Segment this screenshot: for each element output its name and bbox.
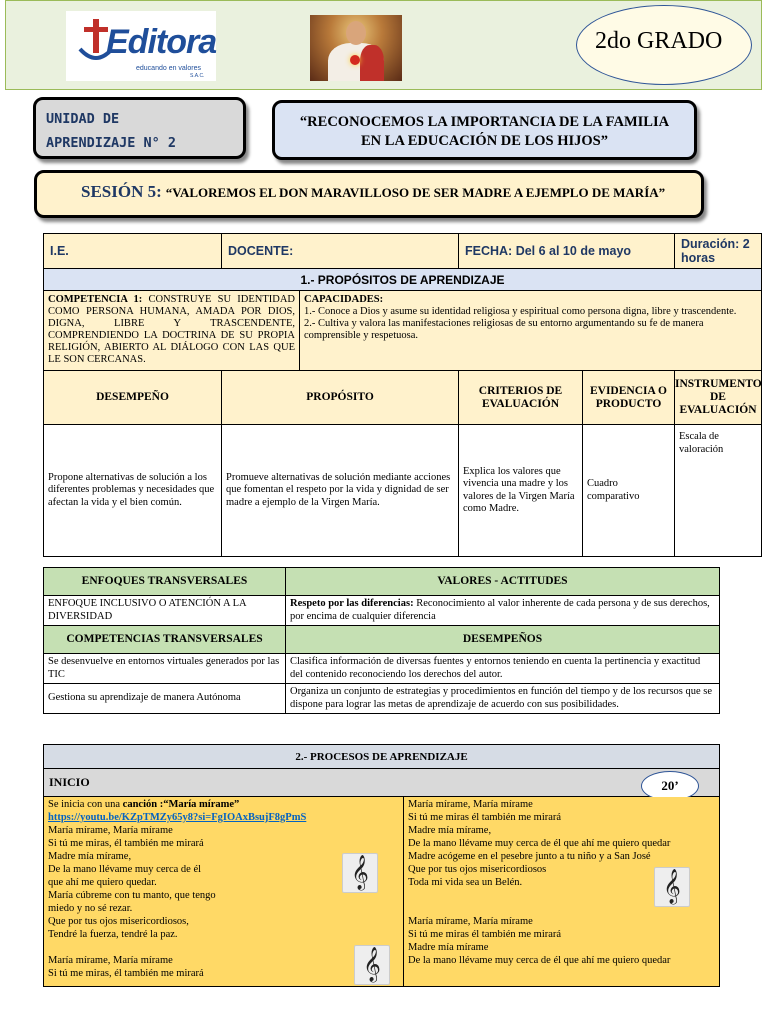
lyric-line: De la mano llévame muy cerca de él que ahí me quiero quedar	[408, 955, 671, 966]
col-desempeno: DESEMPEÑO	[44, 371, 222, 425]
lyric-line: Si tú me miras, él también me mirará	[48, 838, 204, 849]
lyric-line: Si tú me miras él también me mirará	[408, 812, 562, 823]
enfoques-heading: ENFOQUES TRANSVERSALES	[44, 568, 286, 596]
lyric-line: María mírame, María mírame	[48, 825, 173, 836]
lyric-line: que ahí me quiero quedar.	[48, 877, 157, 888]
desempeno-t2: Organiza un conjunto de estrategias y procedimientos en función del tiempo y de los recursos que se dispone para lograr las metas de aprendizaje de acuerdo con sus posibilidades.	[286, 684, 720, 714]
enfoque-cell: ENFOQUE INCLUSIVO O ATENCIÓN A LA DIVERSIDAD	[44, 596, 286, 626]
session-title: “VALOREMOS EL DON MARAVILLOSO DE SER MADRE A EJEMPLO DE MARÍA”	[165, 185, 666, 200]
lyric-line: María mírame, María mírame	[408, 799, 533, 810]
lyric-line: Madre mía mírame,	[48, 851, 132, 862]
desempeno-cell: Propone alternativas de solución a los diferentes problemas y necesidades que afectan la vida y el bien común.	[44, 425, 222, 557]
competencia-cell	[44, 291, 300, 371]
unidad-box	[33, 97, 246, 159]
fecha-cell: FECHA: Del 6 al 10 de mayo	[459, 234, 675, 269]
transversales-table	[43, 567, 720, 714]
valor-bold: Respeto por las diferencias:	[290, 598, 414, 609]
duracion-cell: Duración: 2 horas	[675, 234, 762, 269]
lyric-line: Madre acógeme en el pesebre junto a tu niño y a San José	[408, 851, 651, 862]
col-proposito: PROPÓSITO	[222, 371, 459, 425]
capacidades-cell	[300, 291, 762, 371]
capacidad-2: 2.- Cultiva y valora las manifestaciones religiosas de su entorno argumentando su fe de manera comprensible y respetuosa.	[304, 318, 704, 341]
lyric-line: Toda mi vida sea un Belén.	[408, 877, 523, 888]
evidencia-cell: Cuadro comparativo	[583, 425, 675, 557]
lyric-line	[48, 941, 399, 954]
docente-cell: DOCENTE:	[222, 234, 459, 269]
col-evidencia: EVIDENCIA O PRODUCTO	[583, 371, 675, 425]
ie-cell: I.E.	[44, 234, 222, 269]
desempeno-t1: Clasifica información de diversas fuentes y entornos teniendo en cuenta la pertinencia y exactitud del contenido reconociendo los derechos del autor.	[286, 654, 720, 684]
music-note-icon: 𝄞	[342, 853, 378, 893]
logo-tagline: educando en valores	[136, 65, 201, 72]
lyric-line: Madre mía mírame	[408, 942, 489, 953]
criterios-cell: Explica los valores que vivencia una madre y los valores de la Virgen María como Madre.	[459, 425, 583, 557]
competencias-t-heading: COMPETENCIAS TRANSVERSALES	[44, 626, 286, 654]
page-header	[5, 0, 762, 90]
intro-song: canción :“María mírame”	[122, 799, 240, 810]
lyric-line: Madre mía mírame,	[408, 825, 492, 836]
lyric-line: Si tú me miras, él también me mirará	[48, 968, 204, 979]
editora-logo	[66, 11, 216, 81]
lyric-line: Tendré la fuerza, tendré la paz.	[48, 929, 178, 940]
lyric-line: María mírame, María mírame	[408, 916, 533, 927]
sacred-heart-image	[310, 15, 402, 81]
intro-text: Se inicia con una	[48, 799, 123, 810]
grade-label: 2do GRADO	[595, 28, 723, 54]
competencia-text: CONSTRUYE SU IDENTIDAD COMO PERSONA HUMANA, AMADA POR DIOS, DIGNA, LIBRE Y TRASCENDENTE, COMPRENDIENDO LA DOCTRINA DE SU PROPIA RELIGIÓN, ABIERTO AL DIÁLOGO CON LAS QUE LE SON CERCANAS.	[48, 294, 295, 365]
logo-sac: S.A.C.	[190, 73, 205, 79]
unidad-line2: APRENDIZAJE N° 2	[46, 135, 177, 151]
capacidad-1: 1.- Conoce a Dios y asume su identidad religiosa y espiritual como persona digna, libre y trascendente.	[304, 306, 737, 317]
unit-title-line1: “RECONOCEMOS LA IMPORTANCIA DE LA FAMILIA	[299, 114, 670, 130]
unidad-line1: UNIDAD DE	[46, 111, 120, 127]
session-label: SESIÓN 5:	[81, 182, 162, 201]
valores-heading: VALORES - ACTITUDES	[286, 568, 720, 596]
valor-text: Reconocimiento al valor inherente de cada persona y de sus derechos, por encima de cualquier diferencia	[290, 598, 710, 622]
session-box	[34, 170, 704, 218]
capacidades-label: CAPACIDADES:	[304, 294, 384, 305]
grade-oval	[576, 5, 752, 85]
left-lyrics	[48, 824, 399, 980]
instrumento-cell: Escala de valoración	[675, 425, 762, 557]
propositos-table	[43, 233, 762, 557]
lyric-line: María cúbreme con tu manto, que tengo	[48, 890, 216, 901]
lyrics-right	[404, 797, 720, 987]
lyric-line: miedo y no sé rezar.	[48, 903, 133, 914]
lyric-line: María mírame, María mírame	[48, 955, 173, 966]
lyric-line: De la mano llévame muy cerca de él	[48, 864, 202, 875]
procesos-heading: 2.- PROCESOS DE APRENDIZAJE	[44, 745, 720, 769]
music-note-icon: 𝄞	[654, 867, 690, 907]
logo-brand: Editora	[106, 23, 217, 61]
music-note-icon: 𝄞	[354, 945, 390, 985]
inicio-row	[44, 769, 720, 797]
competencia-t1: Se desenvuelve en entornos virtuales generados por las TIC	[44, 654, 286, 684]
unit-title-box	[272, 100, 697, 160]
col-criterios: CRITERIOS DE EVALUACIÓN	[459, 371, 583, 425]
lyrics-left	[44, 797, 404, 987]
desempenos-heading: DESEMPEÑOS	[286, 626, 720, 654]
propositos-heading: 1.- PROPÓSITOS DE APRENDIZAJE	[44, 269, 762, 291]
lyric-line: Que por tus ojos misericordiosos,	[48, 916, 189, 927]
lyric-line: Que por tus ojos misericordiosos	[408, 864, 547, 875]
valor-cell	[286, 596, 720, 626]
lyric-line: De la mano llévame muy cerca de él que ahí me quiero quedar	[408, 838, 671, 849]
time-label: 20’	[661, 778, 679, 793]
unit-title-line2: EN LA EDUCACIÓN DE LOS HIJOS”	[361, 133, 608, 149]
proposito-cell: Promueve alternativas de solución mediante acciones que fomentan el respeto por la vida y dignidad de ser madre a ejemplo de la Virgen María.	[222, 425, 459, 557]
competencia-label: COMPETENCIA 1:	[48, 294, 143, 305]
col-instrumento: INSTRUMENTO DE EVALUACIÓN	[675, 371, 762, 425]
procesos-table	[43, 744, 720, 987]
song-link[interactable]: https://youtu.be/KZpTMZy65y8?si=FgIOAxBsujF8gPmS	[48, 812, 307, 823]
competencia-t2: Gestiona su aprendizaje de manera Autónoma	[44, 684, 286, 714]
lyric-line: Si tú me miras él también me mirará	[408, 929, 562, 940]
inicio-label: INICIO	[49, 775, 90, 789]
